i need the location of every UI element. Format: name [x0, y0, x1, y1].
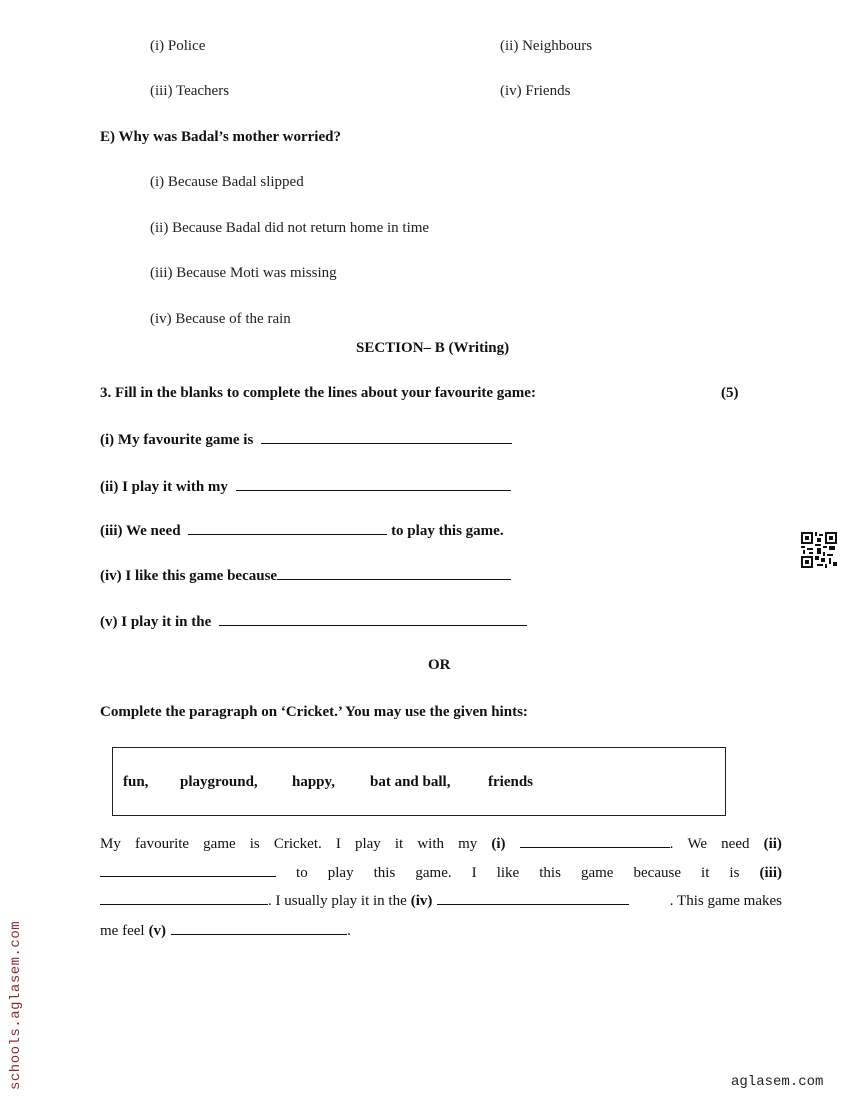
para-word: play: [354, 836, 381, 852]
section-b-title: SECTION– B (Writing): [356, 340, 510, 356]
paragraph-instruction: Complete the paragraph on ‘Cricket.’ You may use the given hints:: [100, 704, 528, 720]
fill-line-5: [100, 612, 527, 631]
fill-line-1: [100, 430, 512, 449]
para-word: it: [394, 836, 404, 852]
para-blank-ii[interactable]: [100, 863, 276, 877]
fill-blank-3[interactable]: [188, 521, 387, 535]
question-e-title: E) Why was Badal’s mother worried?: [100, 129, 341, 145]
question-3-marks: (5): [721, 385, 739, 401]
para-text: me feel: [100, 923, 145, 939]
para-blank-i-group: [520, 834, 674, 853]
para-word: because: [633, 865, 681, 881]
fill-line-3: [100, 521, 504, 540]
fill-blank-2[interactable]: [236, 477, 511, 491]
para-word: to: [296, 865, 308, 881]
para-word: play: [327, 865, 354, 881]
para-blank-iv[interactable]: [437, 891, 629, 905]
fill-line-3-after: to play this game.: [391, 523, 504, 539]
blank-marker-iii: (iii): [759, 865, 782, 881]
question-3-title: 3. Fill in the blanks to complete the lines about your favourite game:: [100, 385, 536, 401]
fill-line-3-text: (iii) We need: [100, 523, 181, 539]
or-label: OR: [428, 657, 451, 673]
blank-marker-iv: (iv): [410, 893, 433, 909]
blank-marker-i: (i): [491, 836, 506, 852]
para-word: is: [249, 836, 260, 852]
para-word: game.: [415, 865, 452, 881]
para-blank-v[interactable]: [171, 921, 347, 935]
blank-marker-ii: (ii): [763, 836, 782, 852]
fill-blank-5[interactable]: [219, 612, 527, 626]
option-police: (i) Police: [150, 38, 206, 54]
paragraph-line-4: [100, 921, 782, 940]
para-word: game: [580, 865, 614, 881]
question-e-option-2: (ii) Because Badal did not return home in time: [150, 220, 430, 236]
hint-playground: playground,: [180, 774, 258, 790]
para-word: is: [729, 865, 740, 881]
fill-line-2: [100, 477, 511, 496]
hints-box: [112, 747, 726, 816]
qr-code-icon: [799, 530, 839, 570]
para-word: favourite: [134, 836, 190, 852]
paragraph-line-1: [100, 834, 782, 853]
hint-fun: fun,: [123, 774, 149, 790]
para-blank-i[interactable]: [520, 834, 670, 848]
para-word: this: [373, 865, 396, 881]
para-text: . This game makes: [669, 893, 782, 909]
para-word: Cricket.: [273, 836, 322, 852]
para-word: with: [417, 836, 444, 852]
fill-line-4-text: (iv) I like this game because: [100, 568, 278, 584]
para-punct: .: [347, 923, 351, 939]
option-friends: (iv) Friends: [500, 83, 571, 99]
para-blank-iii[interactable]: [100, 891, 268, 905]
para-word: like: [496, 865, 520, 881]
fill-blank-1[interactable]: [261, 430, 512, 444]
fill-line-2-text: (ii) I play it with my: [100, 479, 228, 495]
para-text: . I usually play it in the: [268, 893, 407, 909]
fill-line-1-text: (i) My favourite game is: [100, 432, 254, 448]
para-word: my: [458, 836, 478, 852]
fill-line-5-text: (v) I play it in the: [100, 614, 212, 630]
paragraph-line-3: [100, 891, 782, 910]
watermark-right: aglasem.com: [731, 1074, 824, 1090]
para-word: need: [721, 836, 750, 852]
para-word: it: [701, 865, 710, 881]
para-word: this: [539, 865, 561, 881]
hint-friends: friends: [488, 774, 533, 790]
para-word: We: [687, 836, 708, 852]
blank-marker-v: (v): [148, 923, 167, 939]
watermark-left: schools.aglasem.com: [8, 920, 24, 1090]
para-word: My: [100, 836, 121, 852]
question-e-option-3: (iii) Because Moti was missing: [150, 265, 337, 281]
option-teachers: (iii) Teachers: [150, 83, 230, 99]
para-word: I: [471, 865, 477, 881]
fill-line-4: [100, 566, 511, 585]
option-neighbours: (ii) Neighbours: [500, 38, 593, 54]
para-punct: .: [669, 836, 674, 852]
para-word: I: [335, 836, 341, 852]
fill-blank-4[interactable]: [277, 566, 511, 580]
hint-bat-and-ball: bat and ball,: [370, 774, 451, 790]
question-e-option-4: (iv) Because of the rain: [150, 311, 291, 327]
para-word: game: [203, 836, 236, 852]
paragraph-line-2: [100, 863, 782, 882]
question-e-option-1: (i) Because Badal slipped: [150, 174, 304, 190]
hint-happy: happy,: [292, 774, 335, 790]
